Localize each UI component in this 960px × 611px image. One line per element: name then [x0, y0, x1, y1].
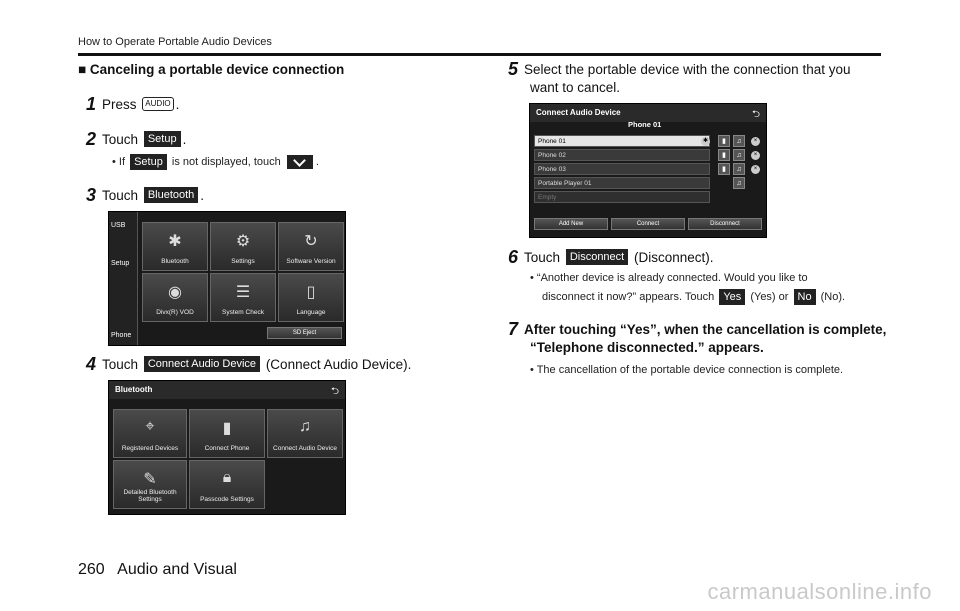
- watermark: carmanualsonline.info: [707, 579, 932, 604]
- step-5-line-2: [530, 80, 620, 95]
- disconnect-button: Disconnect: [688, 218, 762, 230]
- device-row: Empty: [534, 191, 710, 203]
- step-7-line-2: [530, 340, 764, 355]
- tools-icon: ⚙: [235, 233, 251, 250]
- step-number: 7: [508, 319, 519, 339]
- screen-title: Bluetooth: [109, 381, 345, 399]
- step-2-note: [112, 154, 319, 170]
- step-line: After touching “Yes”, when the cancellation is complete,: [524, 321, 887, 337]
- bluetooth-icon: ✱: [168, 233, 182, 250]
- tile-system-check: ☰ System Check: [210, 273, 276, 322]
- disconnect-chip: Disconnect: [566, 249, 628, 265]
- step-2: [86, 130, 186, 148]
- step-7: [508, 320, 886, 338]
- footer-title: Audio and Visual: [117, 561, 237, 578]
- checklist-icon: ☰: [235, 284, 251, 301]
- section-title: ■ Canceling a portable device connection: [78, 62, 345, 77]
- music-note-icon: ♫: [733, 177, 745, 189]
- screen-subtitle: Phone 01: [628, 120, 662, 129]
- note-text: disconnect it now?” appears. Touch: [542, 291, 715, 303]
- music-note-icon: ♫: [733, 135, 745, 147]
- step-number: 2: [86, 129, 97, 149]
- step-text: Press: [102, 96, 137, 112]
- sidebar-usb: USB: [111, 222, 126, 229]
- phone-icon: ▮: [222, 420, 232, 437]
- bluetooth-icon: ✱: [702, 138, 709, 144]
- screen-title: Connect Audio Device: [530, 104, 766, 122]
- no-chip: No: [794, 289, 816, 305]
- disc-icon: ◉: [168, 284, 182, 301]
- step-6: [508, 248, 714, 266]
- back-icon: ⮌: [751, 109, 760, 120]
- step-number: 3: [86, 185, 97, 205]
- step-end: .: [200, 187, 205, 203]
- bluetooth-screen: [108, 380, 346, 515]
- tile-settings: ⚙ Settings: [210, 222, 276, 271]
- step-number: 5: [508, 59, 519, 79]
- step-end: .: [182, 131, 187, 147]
- delete-icon: ×: [751, 165, 760, 174]
- music-note-icon: ♫: [733, 149, 745, 161]
- step-end: (Disconnect).: [634, 249, 714, 265]
- running-header: How to Operate Portable Audio Devices: [78, 36, 272, 48]
- connect-audio-device-chip: Connect Audio Device: [144, 356, 260, 372]
- tile-connect-phone: ▮ Connect Phone: [189, 409, 265, 458]
- tile-bluetooth: ✱ Bluetooth: [142, 222, 208, 271]
- device-row: Phone 03: [534, 163, 710, 175]
- step-6-note-2: [542, 289, 845, 305]
- audio-key: AUDIO: [142, 97, 173, 111]
- devices-icon: ⌖: [145, 418, 155, 435]
- note-end: (No).: [820, 291, 846, 303]
- connect-audio-device-screen: [529, 103, 767, 238]
- step-text: Touch: [102, 131, 139, 147]
- step-3: [86, 186, 204, 204]
- step-line: Select the portable device with the connection that you: [524, 61, 851, 77]
- add-new-button: Add New: [534, 218, 608, 230]
- step-text: Touch: [102, 187, 139, 203]
- note-text: • If: [112, 156, 126, 168]
- sidebar-setup: Setup: [111, 260, 130, 267]
- music-note-icon: ♫: [299, 418, 311, 435]
- page-number: 260: [78, 561, 105, 578]
- tile-software-version: ↻ Software Version: [278, 222, 344, 271]
- phone-icon: ▮: [718, 135, 730, 147]
- back-icon: ⮌: [330, 386, 339, 397]
- tile-language: ▯ Language: [278, 273, 344, 322]
- step-number: 4: [86, 354, 97, 374]
- phone-icon: ▮: [718, 149, 730, 161]
- note-text: (Yes) or: [750, 291, 789, 303]
- step-5: [508, 60, 850, 78]
- setup-chip: Setup: [144, 131, 181, 147]
- tile-detailed-bluetooth-settings: ✎ Detailed Bluetooth Settings: [113, 460, 187, 509]
- tile-connect-audio-device: ♫ Connect Audio Device: [267, 409, 343, 458]
- step-line: want to cancel.: [530, 80, 621, 95]
- header-rule: [78, 53, 881, 56]
- step-6-note-1: • “Another device is already connected. Would you like to: [530, 272, 808, 284]
- tools-icon: ✎: [143, 471, 157, 488]
- device-row: Portable Player 01: [534, 177, 710, 189]
- note-end: .: [315, 156, 319, 168]
- note-text: is not displayed, touch: [171, 156, 281, 168]
- setup-sidebar: [109, 212, 138, 345]
- step-number: 6: [508, 247, 519, 267]
- step-line: “Telephone disconnected.” appears.: [530, 340, 764, 355]
- step-text: Touch: [524, 249, 561, 265]
- sd-eject-button: SD Eject: [267, 327, 342, 339]
- device-row: Phone 02: [534, 149, 710, 161]
- setup-chip: Setup: [130, 154, 167, 170]
- delete-icon: ×: [751, 137, 760, 146]
- delete-icon: ×: [751, 151, 760, 160]
- book-icon: ▯: [306, 284, 316, 301]
- connect-button: Connect: [611, 218, 685, 230]
- music-note-icon: ♫: [733, 163, 745, 175]
- tile-passcode-settings: 🔒︎ Passcode Settings: [189, 460, 265, 509]
- step-7-note: • The cancellation of the portable device connection is complete.: [530, 364, 844, 376]
- step-number: 1: [86, 94, 97, 114]
- step-text: Touch: [102, 356, 139, 372]
- chevron-down-icon: [287, 155, 313, 169]
- step-end: (Connect Audio Device).: [265, 356, 412, 372]
- phone-icon: ▮: [718, 163, 730, 175]
- tile-registered-devices: ⌖ Registered Devices: [113, 409, 187, 458]
- tile-divx: ◉ Divx(R) VOD: [142, 273, 208, 322]
- lock-icon: 🔒︎: [222, 469, 232, 486]
- yes-chip: Yes: [719, 289, 745, 305]
- device-row: Phone 01: [534, 135, 710, 147]
- sidebar-phone: Phone: [111, 332, 132, 339]
- step-end: .: [175, 96, 180, 112]
- refresh-icon: ↻: [304, 233, 318, 250]
- bluetooth-chip: Bluetooth: [144, 187, 198, 203]
- step-1: [86, 95, 179, 113]
- step-4: [86, 355, 411, 373]
- page-footer: [78, 561, 237, 579]
- setup-screen: [108, 211, 346, 346]
